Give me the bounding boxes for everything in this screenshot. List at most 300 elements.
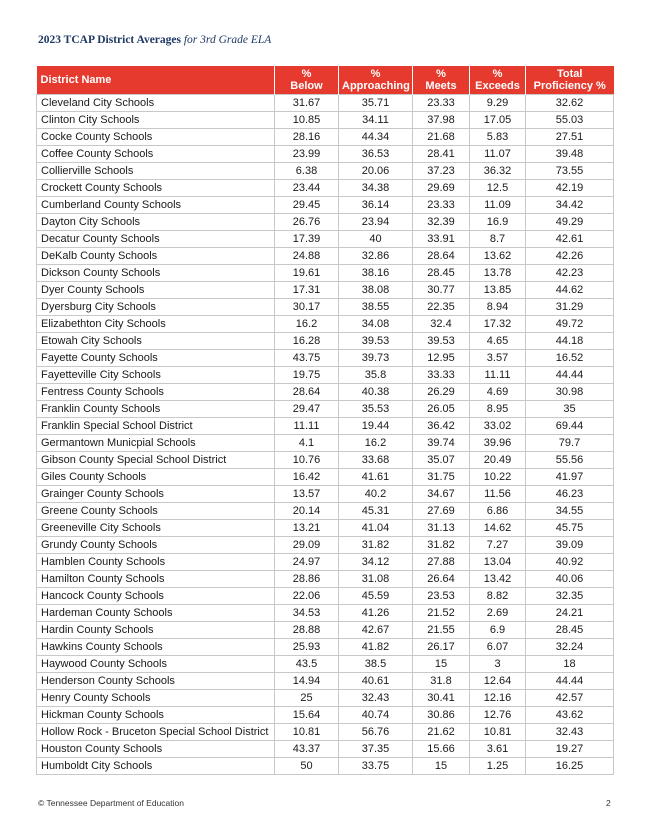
below-cell: 20.14 <box>275 503 339 520</box>
district-name-cell: Franklin County Schools <box>37 401 275 418</box>
table-row <box>37 316 614 333</box>
meets-cell: 26.64 <box>413 571 470 588</box>
approaching-cell: 31.08 <box>339 571 413 588</box>
district-name-cell: Franklin Special School District <box>37 418 275 435</box>
meets-cell: 15.66 <box>413 741 470 758</box>
district-name-cell: Hickman County Schools <box>37 707 275 724</box>
below-cell: 23.44 <box>275 180 339 197</box>
total-proficiency-cell: 69.44 <box>526 418 614 435</box>
below-cell: 19.61 <box>275 265 339 282</box>
page-title-subject: for 3rd Grade ELA <box>183 34 272 46</box>
meets-cell: 22.35 <box>413 299 470 316</box>
table-row <box>37 690 614 707</box>
exceeds-cell: 6.07 <box>470 639 526 656</box>
below-cell: 50 <box>275 758 339 775</box>
approaching-cell: 16.2 <box>339 435 413 452</box>
table-row <box>37 673 614 690</box>
table-row <box>37 401 614 418</box>
header-district-name: District Name <box>37 66 275 95</box>
district-name-cell: Grainger County Schools <box>37 486 275 503</box>
below-cell: 10.76 <box>275 452 339 469</box>
meets-cell: 30.77 <box>413 282 470 299</box>
total-proficiency-cell: 24.21 <box>526 605 614 622</box>
table-row <box>37 214 614 231</box>
table-row <box>37 469 614 486</box>
approaching-cell: 41.82 <box>339 639 413 656</box>
total-proficiency-cell: 16.52 <box>526 350 614 367</box>
district-name-cell: Grundy County Schools <box>37 537 275 554</box>
header-total-proficiency <box>526 66 614 95</box>
meets-cell: 29.69 <box>413 180 470 197</box>
table-row <box>37 112 614 129</box>
table-row <box>37 622 614 639</box>
exceeds-cell: 11.09 <box>470 197 526 214</box>
exceeds-cell: 6.86 <box>470 503 526 520</box>
table-row <box>37 520 614 537</box>
below-cell: 34.53 <box>275 605 339 622</box>
district-name-cell: Hollow Rock - Bruceton Special School District <box>37 724 275 741</box>
table-row <box>37 163 614 180</box>
district-name-cell: Etowah City Schools <box>37 333 275 350</box>
meets-cell: 28.64 <box>413 248 470 265</box>
district-name-cell: Gibson County Special School District <box>37 452 275 469</box>
district-name-cell: Dyer County Schools <box>37 282 275 299</box>
exceeds-cell: 2.69 <box>470 605 526 622</box>
exceeds-cell: 13.62 <box>470 248 526 265</box>
below-cell: 4.1 <box>275 435 339 452</box>
exceeds-cell: 4.65 <box>470 333 526 350</box>
table-row <box>37 656 614 673</box>
below-cell: 43.75 <box>275 350 339 367</box>
total-proficiency-cell: 34.42 <box>526 197 614 214</box>
below-cell: 14.94 <box>275 673 339 690</box>
meets-cell: 31.82 <box>413 537 470 554</box>
table-row <box>37 384 614 401</box>
table-row <box>37 537 614 554</box>
table-row <box>37 724 614 741</box>
district-name-cell: Fayetteville City Schools <box>37 367 275 384</box>
approaching-cell: 45.31 <box>339 503 413 520</box>
meets-cell: 21.68 <box>413 129 470 146</box>
approaching-cell: 45.59 <box>339 588 413 605</box>
exceeds-cell: 20.49 <box>470 452 526 469</box>
exceeds-cell: 10.22 <box>470 469 526 486</box>
total-proficiency-cell: 19.27 <box>526 741 614 758</box>
total-proficiency-cell: 42.57 <box>526 690 614 707</box>
table-body <box>37 95 614 775</box>
below-cell: 24.97 <box>275 554 339 571</box>
header-meets <box>413 66 470 95</box>
header-total-line1: Total <box>557 68 583 80</box>
district-name-cell: Fentress County Schools <box>37 384 275 401</box>
table-row <box>37 571 614 588</box>
header-exceeds-line1: % <box>492 68 503 80</box>
approaching-cell: 34.08 <box>339 316 413 333</box>
page-title-main: 2023 TCAP District Averages <box>38 34 181 46</box>
header-approaching-line2: Approaching <box>342 80 410 92</box>
table-row <box>37 248 614 265</box>
exceeds-cell: 36.32 <box>470 163 526 180</box>
table-row <box>37 418 614 435</box>
header-exceeds-line2: Exceeds <box>475 80 520 92</box>
total-proficiency-cell: 34.55 <box>526 503 614 520</box>
meets-cell: 28.45 <box>413 265 470 282</box>
exceeds-cell: 13.85 <box>470 282 526 299</box>
table-row <box>37 452 614 469</box>
total-proficiency-cell: 44.44 <box>526 367 614 384</box>
approaching-cell: 40.38 <box>339 384 413 401</box>
total-proficiency-cell: 44.18 <box>526 333 614 350</box>
district-name-cell: Haywood County Schools <box>37 656 275 673</box>
meets-cell: 39.74 <box>413 435 470 452</box>
approaching-cell: 23.94 <box>339 214 413 231</box>
district-table <box>36 66 614 775</box>
exceeds-cell: 8.94 <box>470 299 526 316</box>
district-name-cell: Cumberland County Schools <box>37 197 275 214</box>
district-name-cell: Elizabethton City Schools <box>37 316 275 333</box>
approaching-cell: 41.26 <box>339 605 413 622</box>
table-row <box>37 180 614 197</box>
header-below-line1: % <box>301 68 312 80</box>
district-name-cell: Coffee County Schools <box>37 146 275 163</box>
district-name-cell: Dickson County Schools <box>37 265 275 282</box>
table-row <box>37 350 614 367</box>
exceeds-cell: 33.02 <box>470 418 526 435</box>
meets-cell: 31.75 <box>413 469 470 486</box>
table-row <box>37 333 614 350</box>
below-cell: 10.85 <box>275 112 339 129</box>
below-cell: 25.93 <box>275 639 339 656</box>
meets-cell: 39.53 <box>413 333 470 350</box>
approaching-cell: 33.75 <box>339 758 413 775</box>
approaching-cell: 37.35 <box>339 741 413 758</box>
exceeds-cell: 4.69 <box>470 384 526 401</box>
table-row <box>37 707 614 724</box>
header-total-line2: Proficiency % <box>533 80 606 92</box>
meets-cell: 21.52 <box>413 605 470 622</box>
district-name-cell: Hancock County Schools <box>37 588 275 605</box>
exceeds-cell: 7.27 <box>470 537 526 554</box>
below-cell: 30.17 <box>275 299 339 316</box>
header-approaching-line1: % <box>370 68 381 80</box>
exceeds-cell: 6.9 <box>470 622 526 639</box>
meets-cell: 32.4 <box>413 316 470 333</box>
approaching-cell: 41.04 <box>339 520 413 537</box>
below-cell: 43.37 <box>275 741 339 758</box>
approaching-cell: 39.53 <box>339 333 413 350</box>
table-row <box>37 146 614 163</box>
below-cell: 15.64 <box>275 707 339 724</box>
district-name-cell: Germantown Municpial Schools <box>37 435 275 452</box>
below-cell: 16.2 <box>275 316 339 333</box>
total-proficiency-cell: 43.62 <box>526 707 614 724</box>
below-cell: 16.28 <box>275 333 339 350</box>
meets-cell: 31.8 <box>413 673 470 690</box>
approaching-cell: 31.82 <box>339 537 413 554</box>
meets-cell: 23.33 <box>413 197 470 214</box>
district-name-cell: Houston County Schools <box>37 741 275 758</box>
total-proficiency-cell: 41.97 <box>526 469 614 486</box>
meets-cell: 15 <box>413 758 470 775</box>
below-cell: 17.39 <box>275 231 339 248</box>
district-name-cell: Dayton City Schools <box>37 214 275 231</box>
below-cell: 17.31 <box>275 282 339 299</box>
below-cell: 25 <box>275 690 339 707</box>
district-name-cell: Hamilton County Schools <box>37 571 275 588</box>
meets-cell: 15 <box>413 656 470 673</box>
district-name-cell: Fayette County Schools <box>37 350 275 367</box>
total-proficiency-cell: 42.19 <box>526 180 614 197</box>
below-cell: 29.09 <box>275 537 339 554</box>
table-row <box>37 639 614 656</box>
below-cell: 28.64 <box>275 384 339 401</box>
total-proficiency-cell: 73.55 <box>526 163 614 180</box>
below-cell: 28.88 <box>275 622 339 639</box>
approaching-cell: 35.8 <box>339 367 413 384</box>
total-proficiency-cell: 55.56 <box>526 452 614 469</box>
below-cell: 11.11 <box>275 418 339 435</box>
header-meets-line1: % <box>436 68 446 80</box>
meets-cell: 26.29 <box>413 384 470 401</box>
exceeds-cell: 17.32 <box>470 316 526 333</box>
total-proficiency-cell: 42.23 <box>526 265 614 282</box>
district-name-cell: Humboldt City Schools <box>37 758 275 775</box>
exceeds-cell: 12.16 <box>470 690 526 707</box>
approaching-cell: 34.11 <box>339 112 413 129</box>
district-name-cell: Hamblen County Schools <box>37 554 275 571</box>
district-name-cell: Henderson County Schools <box>37 673 275 690</box>
meets-cell: 35.07 <box>413 452 470 469</box>
total-proficiency-cell: 45.75 <box>526 520 614 537</box>
below-cell: 13.21 <box>275 520 339 537</box>
exceeds-cell: 12.76 <box>470 707 526 724</box>
total-proficiency-cell: 39.09 <box>526 537 614 554</box>
district-name-cell: Cocke County Schools <box>37 129 275 146</box>
meets-cell: 21.55 <box>413 622 470 639</box>
meets-cell: 37.23 <box>413 163 470 180</box>
total-proficiency-cell: 31.29 <box>526 299 614 316</box>
district-name-cell: Collierville Schools <box>37 163 275 180</box>
below-cell: 16.42 <box>275 469 339 486</box>
exceeds-cell: 17.05 <box>470 112 526 129</box>
meets-cell: 32.39 <box>413 214 470 231</box>
total-proficiency-cell: 49.72 <box>526 316 614 333</box>
exceeds-cell: 11.11 <box>470 367 526 384</box>
total-proficiency-cell: 32.35 <box>526 588 614 605</box>
district-name-cell: Crockett County Schools <box>37 180 275 197</box>
meets-cell: 23.53 <box>413 588 470 605</box>
exceeds-cell: 13.04 <box>470 554 526 571</box>
meets-cell: 34.67 <box>413 486 470 503</box>
table-row <box>37 265 614 282</box>
exceeds-cell: 16.9 <box>470 214 526 231</box>
approaching-cell: 40 <box>339 231 413 248</box>
page-title <box>38 34 271 46</box>
approaching-cell: 34.38 <box>339 180 413 197</box>
below-cell: 31.67 <box>275 95 339 112</box>
below-cell: 29.45 <box>275 197 339 214</box>
total-proficiency-cell: 32.43 <box>526 724 614 741</box>
below-cell: 6.38 <box>275 163 339 180</box>
meets-cell: 27.88 <box>413 554 470 571</box>
total-proficiency-cell: 18 <box>526 656 614 673</box>
total-proficiency-cell: 44.44 <box>526 673 614 690</box>
district-name-cell: DeKalb County Schools <box>37 248 275 265</box>
total-proficiency-cell: 55.03 <box>526 112 614 129</box>
exceeds-cell: 11.56 <box>470 486 526 503</box>
exceeds-cell: 3.57 <box>470 350 526 367</box>
total-proficiency-cell: 42.61 <box>526 231 614 248</box>
table-row <box>37 129 614 146</box>
below-cell: 26.76 <box>275 214 339 231</box>
meets-cell: 21.62 <box>413 724 470 741</box>
table-row <box>37 282 614 299</box>
approaching-cell: 35.71 <box>339 95 413 112</box>
below-cell: 28.86 <box>275 571 339 588</box>
table-row <box>37 503 614 520</box>
exceeds-cell: 8.82 <box>470 588 526 605</box>
meets-cell: 28.41 <box>413 146 470 163</box>
meets-cell: 12.95 <box>413 350 470 367</box>
exceeds-cell: 13.78 <box>470 265 526 282</box>
approaching-cell: 36.53 <box>339 146 413 163</box>
table-row <box>37 367 614 384</box>
exceeds-cell: 5.83 <box>470 129 526 146</box>
district-name-cell: Greeneville City Schools <box>37 520 275 537</box>
exceeds-cell: 14.62 <box>470 520 526 537</box>
meets-cell: 26.05 <box>413 401 470 418</box>
table-row <box>37 299 614 316</box>
total-proficiency-cell: 35 <box>526 401 614 418</box>
total-proficiency-cell: 44.62 <box>526 282 614 299</box>
header-exceeds <box>470 66 526 95</box>
total-proficiency-cell: 32.24 <box>526 639 614 656</box>
table-row <box>37 197 614 214</box>
below-cell: 24.88 <box>275 248 339 265</box>
meets-cell: 26.17 <box>413 639 470 656</box>
total-proficiency-cell: 40.92 <box>526 554 614 571</box>
district-name-cell: Dyersburg City Schools <box>37 299 275 316</box>
total-proficiency-cell: 28.45 <box>526 622 614 639</box>
meets-cell: 30.41 <box>413 690 470 707</box>
exceeds-cell: 9.29 <box>470 95 526 112</box>
approaching-cell: 44.34 <box>339 129 413 146</box>
table-row <box>37 588 614 605</box>
total-proficiency-cell: 27.51 <box>526 129 614 146</box>
district-name-cell: Greene County Schools <box>37 503 275 520</box>
exceeds-cell: 11.07 <box>470 146 526 163</box>
approaching-cell: 35.53 <box>339 401 413 418</box>
district-name-cell: Giles County Schools <box>37 469 275 486</box>
header-below-line2: Below <box>290 80 323 92</box>
table-row <box>37 435 614 452</box>
total-proficiency-cell: 39.48 <box>526 146 614 163</box>
header-approaching <box>339 66 413 95</box>
table-header-row <box>37 66 614 95</box>
meets-cell: 33.91 <box>413 231 470 248</box>
approaching-cell: 38.55 <box>339 299 413 316</box>
exceeds-cell: 10.81 <box>470 724 526 741</box>
below-cell: 23.99 <box>275 146 339 163</box>
approaching-cell: 40.2 <box>339 486 413 503</box>
exceeds-cell: 13.42 <box>470 571 526 588</box>
total-proficiency-cell: 46.23 <box>526 486 614 503</box>
exceeds-cell: 3.61 <box>470 741 526 758</box>
approaching-cell: 19.44 <box>339 418 413 435</box>
table-row <box>37 554 614 571</box>
meets-cell: 33.33 <box>413 367 470 384</box>
total-proficiency-cell: 49.29 <box>526 214 614 231</box>
meets-cell: 36.42 <box>413 418 470 435</box>
meets-cell: 23.33 <box>413 95 470 112</box>
exceeds-cell: 8.7 <box>470 231 526 248</box>
approaching-cell: 20.06 <box>339 163 413 180</box>
district-name-cell: Decatur County Schools <box>37 231 275 248</box>
approaching-cell: 38.08 <box>339 282 413 299</box>
approaching-cell: 42.67 <box>339 622 413 639</box>
meets-cell: 37.98 <box>413 112 470 129</box>
table-row <box>37 758 614 775</box>
below-cell: 13.57 <box>275 486 339 503</box>
meets-cell: 30.86 <box>413 707 470 724</box>
approaching-cell: 38.16 <box>339 265 413 282</box>
page-number: 2 <box>606 798 611 808</box>
approaching-cell: 32.43 <box>339 690 413 707</box>
table-row <box>37 231 614 248</box>
district-name-cell: Hardeman County Schools <box>37 605 275 622</box>
total-proficiency-cell: 32.62 <box>526 95 614 112</box>
exceeds-cell: 12.64 <box>470 673 526 690</box>
total-proficiency-cell: 30.98 <box>526 384 614 401</box>
district-name-cell: Hawkins County Schools <box>37 639 275 656</box>
approaching-cell: 56.76 <box>339 724 413 741</box>
header-meets-line2: Meets <box>425 80 457 92</box>
total-proficiency-cell: 79.7 <box>526 435 614 452</box>
approaching-cell: 41.61 <box>339 469 413 486</box>
table-row <box>37 486 614 503</box>
below-cell: 29.47 <box>275 401 339 418</box>
exceeds-cell: 39.96 <box>470 435 526 452</box>
below-cell: 10.81 <box>275 724 339 741</box>
total-proficiency-cell: 40.06 <box>526 571 614 588</box>
approaching-cell: 32.86 <box>339 248 413 265</box>
exceeds-cell: 8.95 <box>470 401 526 418</box>
exceeds-cell: 3 <box>470 656 526 673</box>
district-name-cell: Cleveland City Schools <box>37 95 275 112</box>
meets-cell: 31.13 <box>413 520 470 537</box>
exceeds-cell: 1.25 <box>470 758 526 775</box>
approaching-cell: 40.61 <box>339 673 413 690</box>
approaching-cell: 38.5 <box>339 656 413 673</box>
below-cell: 19.75 <box>275 367 339 384</box>
table-row <box>37 605 614 622</box>
approaching-cell: 39.73 <box>339 350 413 367</box>
header-below <box>275 66 339 95</box>
footer-copyright: © Tennessee Department of Education <box>38 798 184 808</box>
district-name-cell: Henry County Schools <box>37 690 275 707</box>
district-name-cell: Hardin County Schools <box>37 622 275 639</box>
table-row <box>37 95 614 112</box>
exceeds-cell: 12.5 <box>470 180 526 197</box>
district-name-cell: Clinton City Schools <box>37 112 275 129</box>
total-proficiency-cell: 16.25 <box>526 758 614 775</box>
approaching-cell: 36.14 <box>339 197 413 214</box>
below-cell: 43.5 <box>275 656 339 673</box>
approaching-cell: 33.68 <box>339 452 413 469</box>
meets-cell: 27.69 <box>413 503 470 520</box>
approaching-cell: 40.74 <box>339 707 413 724</box>
approaching-cell: 34.12 <box>339 554 413 571</box>
